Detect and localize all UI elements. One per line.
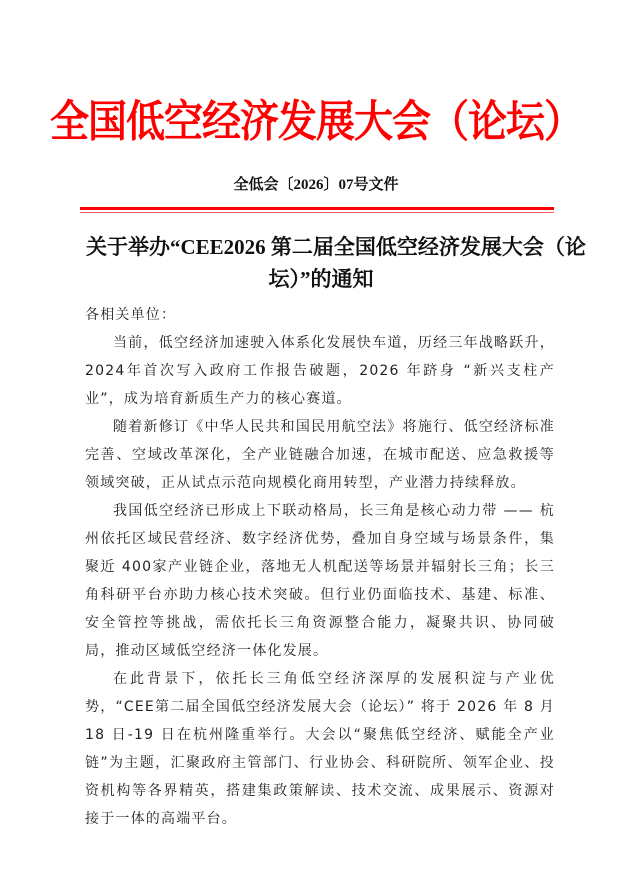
- salutation: 各相关单位：: [85, 307, 177, 323]
- paragraph-4: 在此背景下，依托长三角低空经济深厚的发展积淀与产业优势，“CEE第二届全国低空经济发展大会（论坛）” 将于 2026 年 8 月 18 日-19 日在杭州隆重举行。大会以“聚焦低空经济、赋能全产业链”为主题，汇聚政府主管部门、行业协会、科研院所、领军企业、投资机构等各界精英，搭建集政策解读、技术交流、成果展示、资源对接于一体的高端平台。: [85, 671, 555, 827]
- paragraph-2: 随着新修订《中华人民共和国民用航空法》将施行、低空经济标准完善、空域改革深化，全产业链融合加速，在城市配送、应急救援等领域突破，正从试点示范向规模化商用转型，产业潜力持续释放。: [85, 419, 555, 491]
- notice-title-line-1: 关于举办“CEE2026 第二届全国低空经济发展大会（论: [86, 235, 586, 259]
- paragraph-1: 当前，低空经济加速驶入体系化发展快车道，历经三年战略跃升，2024年首次写入政府工作报告破题，2026 年跻身 “新兴支柱产业”，成为培育新质生产力的核心赛道。: [85, 335, 555, 407]
- red-divider-thick: [80, 207, 554, 210]
- notice-title-line-2: 坛）”的通知: [268, 267, 374, 291]
- document-number: 全低会〔2026〕07号文件: [233, 177, 399, 193]
- red-divider: [80, 207, 554, 214]
- paragraph-3: 我国低空经济已形成上下联动格局，长三角是核心动力带 —— 杭州依托区域民营经济、数字经济优势，叠加自身空域与场景条件，集聚近 400家产业链企业，落地无人机配送等场景并辐射长三角；长三角科研平台亦助力核心技术突破。但行业仍面临技术、基建、标准、安全管控等挑战，需依托长三角资源整合能力，凝聚共识、协同破局，推动区域低空经济一体化发展。: [85, 503, 555, 659]
- notice-title: [86, 231, 586, 295]
- notice-body: [85, 301, 555, 833]
- masthead-title: 全国低空经济发展大会（论坛）: [49, 98, 582, 147]
- red-divider-thin: [80, 212, 554, 213]
